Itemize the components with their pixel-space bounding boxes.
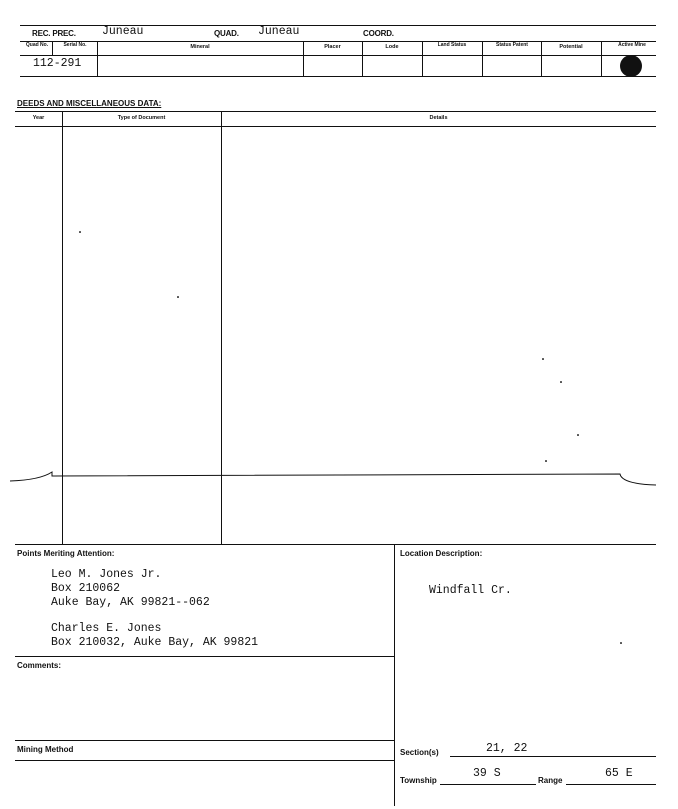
deeds-col-type: Type of Document (117, 115, 166, 121)
deeds-title: DEEDS AND MISCELLANEOUS DATA: (17, 99, 162, 108)
points-line-1: Leo M. Jones Jr. (51, 568, 162, 581)
col-status-patent: Status Patent (496, 42, 528, 48)
scan-speck (620, 642, 622, 644)
comments-top-rule (15, 656, 394, 657)
section-underline (450, 756, 656, 757)
points-line-5: Box 210032, Auke Bay, AK 99821 (51, 636, 259, 649)
header-bottom-rule (20, 76, 656, 77)
quad-value: Juneau (258, 25, 300, 38)
page-fold-line (0, 466, 678, 496)
col-potential: Potential (559, 44, 583, 50)
header-divider-1 (52, 41, 53, 55)
location-title: Location Description: (400, 549, 483, 558)
header-col-rule (20, 55, 656, 56)
township-label: Township (400, 776, 437, 785)
mining-title: Mining Method (17, 745, 74, 754)
col-quad-no: Quad No. (25, 42, 49, 48)
deeds-top-rule (15, 111, 656, 112)
range-underline (566, 784, 656, 785)
points-line-2: Box 210062 (51, 582, 121, 595)
section-value: 21, 22 (486, 742, 528, 755)
active-mine-marker (620, 55, 642, 77)
points-line-4: Charles E. Jones (51, 622, 162, 635)
deeds-header-rule (15, 126, 656, 127)
col-lode: Lode (385, 44, 399, 50)
quad-label: QUAD. (214, 29, 239, 38)
scan-speck (79, 231, 81, 233)
col-active-mine: Active Mine (618, 42, 646, 48)
mining-bottom-rule (15, 760, 394, 761)
header-divider-8 (601, 41, 602, 76)
range-label: Range (538, 776, 563, 785)
range-value: 65 E (605, 767, 633, 780)
rec-prec-label: REC. PREC. (32, 29, 76, 38)
quad-serial-value: 112-291 (33, 57, 82, 70)
scan-speck (545, 460, 547, 462)
col-serial-no: Serial No. (63, 42, 87, 48)
header-divider-5 (422, 41, 423, 76)
bottom-top-rule (15, 544, 656, 545)
col-mineral: Mineral (190, 44, 210, 50)
scan-speck (577, 434, 579, 436)
comments-title: Comments: (17, 661, 62, 670)
col-land-status: Land Status (437, 42, 467, 48)
scan-speck (542, 358, 544, 360)
deeds-col-details: Details (429, 115, 448, 121)
scan-speck (560, 381, 562, 383)
bottom-center-divider (394, 544, 395, 806)
section-label: Section(s) (400, 748, 439, 757)
coord-label: COORD. (363, 29, 394, 38)
points-title: Points Meriting Attention: (17, 549, 115, 558)
scan-speck (177, 296, 179, 298)
township-underline (440, 784, 536, 785)
township-value: 39 S (473, 767, 501, 780)
header-row-rule (20, 41, 656, 42)
header-divider-6 (482, 41, 483, 76)
col-placer: Placer (324, 44, 341, 50)
points-line-3: Auke Bay, AK 99821--062 (51, 596, 210, 609)
rec-prec-value: Juneau (102, 25, 144, 38)
mining-top-rule (15, 740, 394, 741)
location-value: Windfall Cr. (429, 584, 512, 597)
deeds-col-year: Year (32, 115, 45, 121)
